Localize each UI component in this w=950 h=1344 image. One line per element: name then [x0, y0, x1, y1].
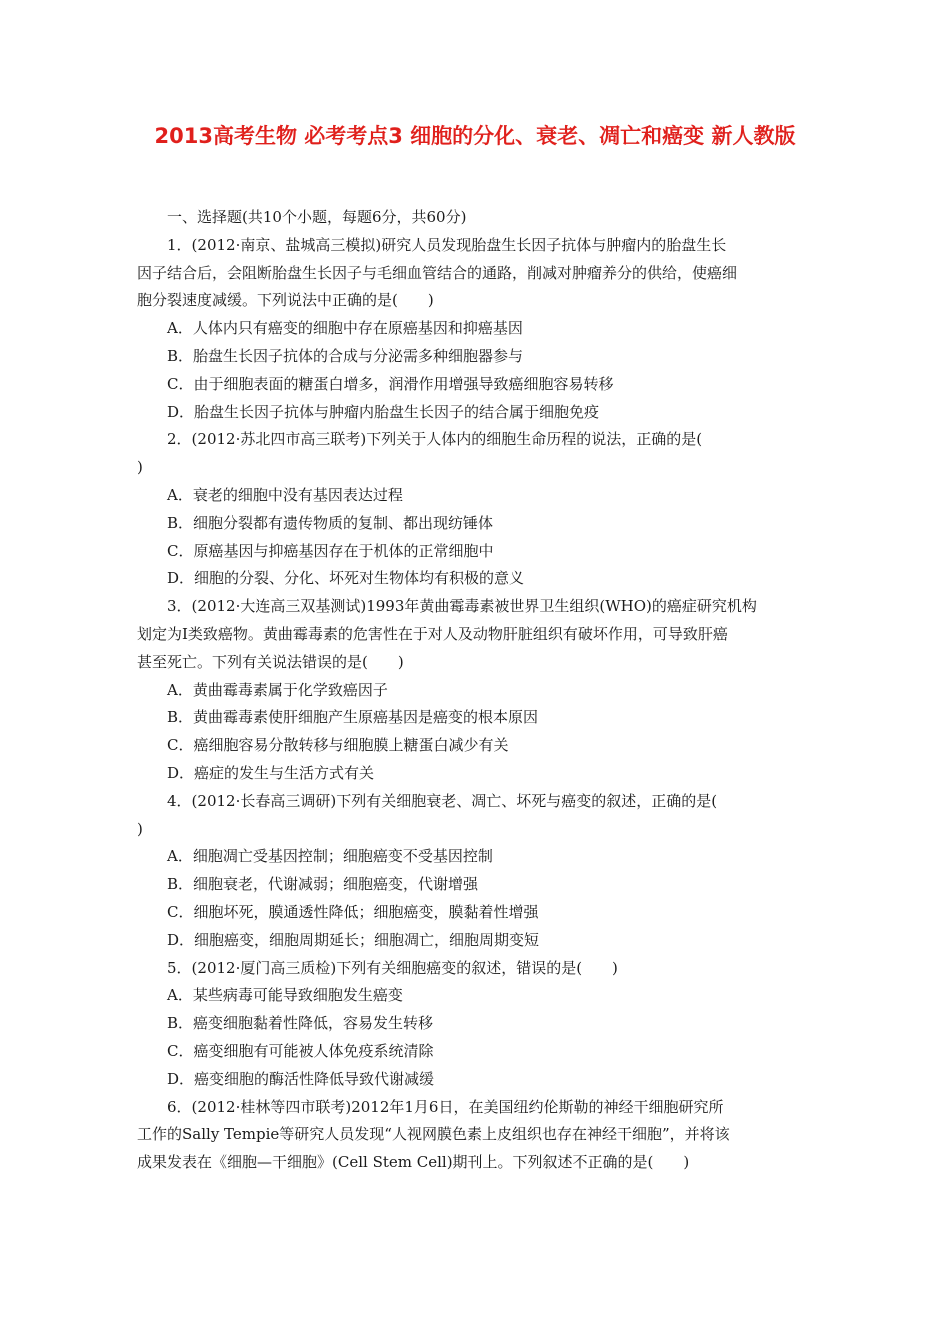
question-stem-line: ) — [137, 819, 143, 838]
question-1 — [137, 232, 820, 427]
option-a: A．细胞凋亡受基因控制；细胞癌变不受基因控制 — [167, 847, 493, 866]
section-heading: 一、选择题(共10个小题，每题6分，共60分) — [167, 208, 467, 226]
question-5 — [137, 955, 820, 1094]
question-stem-line: 2．(2012·苏北四市高三联考)下列关于人体内的细胞生命历程的说法，正确的是( — [167, 430, 703, 449]
option-c: C．癌变细胞有可能被人体免疫系统清除 — [167, 1041, 434, 1060]
option-b: B．癌变细胞黏着性降低，容易发生转移 — [167, 1014, 434, 1033]
option-a: A．黄曲霉毒素属于化学致癌因子 — [167, 680, 388, 699]
option-a: A．某些病毒可能导致细胞发生癌变 — [167, 986, 403, 1005]
question-stem-line: 因子结合后，会阻断胎盘生长因子与毛细血管结合的通路，削减对肿瘤养分的供给，使癌细 — [137, 263, 738, 282]
question-stem-line: ) — [137, 458, 143, 477]
question-stem-line: 3．(2012·大连高三双基测试)1993年黄曲霉毒素被世界卫生组织(WHO)的癌症研究机构 — [167, 597, 757, 616]
document-body — [137, 204, 820, 1177]
question-stem-line: 1．(2012·南京、盐城高三模拟)研究人员发现胎盘生长因子抗体与肿瘤内的胎盘生长 — [167, 235, 727, 254]
option-d: D．细胞的分裂、分化、坏死对生物体均有积极的意义 — [167, 569, 525, 588]
option-d: D．癌变细胞的酶活性降低导致代谢减缓 — [167, 1069, 435, 1088]
question-stem-line: 成果发表在《细胞—干细胞》(Cell Stem Cell)期刊上。下列叙述不正确的是( ) — [137, 1153, 690, 1172]
option-c: C．原癌基因与抑癌基因存在于机体的正常细胞中 — [167, 541, 494, 560]
option-d: D．细胞癌变，细胞周期延长；细胞凋亡，细胞周期变短 — [167, 930, 540, 949]
document-title: 2013高考生物 必考考点3 细胞的分化、衰老、凋亡和癌变 新人教版 — [154, 124, 796, 148]
option-a: A．衰老的细胞中没有基因表达过程 — [167, 485, 403, 504]
option-d: D．胎盘生长因子抗体与肿瘤内胎盘生长因子的结合属于细胞免疫 — [167, 402, 600, 421]
option-c: C．癌细胞容易分散转移与细胞膜上糖蛋白减少有关 — [167, 736, 509, 755]
option-b: B．黄曲霉毒素使肝细胞产生原癌基因是癌变的根本原因 — [167, 708, 539, 727]
question-stem-line: 划定为Ⅰ类致癌物。黄曲霉毒素的危害性在于对人及动物肝脏组织有破坏作用，可导致肝癌 — [137, 624, 728, 643]
question-stem-line: 5．(2012·厦门高三质检)下列有关细胞癌变的叙述，错误的是( ) — [167, 958, 618, 977]
option-b: B．细胞衰老，代谢减弱；细胞癌变，代谢增强 — [167, 875, 479, 894]
question-stem-line: 4．(2012·长春高三调研)下列有关细胞衰老、凋亡、坏死与癌变的叙述，正确的是( — [167, 791, 718, 810]
option-d: D．癌症的发生与生活方式有关 — [167, 763, 375, 782]
option-c: C．细胞坏死，膜通透性降低；细胞癌变，膜黏着性增强 — [167, 902, 539, 921]
question-stem-line: 工作的Sally Tempie等研究人员发现“人视网膜色素上皮组织也存在神经干细胞”，并将该 — [137, 1125, 730, 1144]
question-stem-line: 6．(2012·桂林等四市联考)2012年1月6日，在美国纽约伦斯勒的神经干细胞研究所 — [167, 1097, 724, 1116]
question-stem-line: 甚至死亡。下列有关说法错误的是( ) — [137, 652, 404, 671]
question-4 — [137, 788, 820, 955]
option-c: C．由于细胞表面的糖蛋白增多，润滑作用增强导致癌细胞容易转移 — [167, 374, 614, 393]
question-stem-line: 胞分裂速度减缓。下列说法中正确的是( ) — [137, 291, 434, 310]
question-2 — [137, 426, 820, 593]
question-6 — [137, 1094, 820, 1177]
option-a: A．人体内只有癌变的细胞中存在原癌基因和抑癌基因 — [167, 319, 523, 338]
question-3 — [137, 593, 820, 788]
option-b: B．细胞分裂都有遗传物质的复制、都出现纺锤体 — [167, 513, 494, 532]
option-b: B．胎盘生长因子抗体的合成与分泌需多种细胞器参与 — [167, 346, 524, 365]
